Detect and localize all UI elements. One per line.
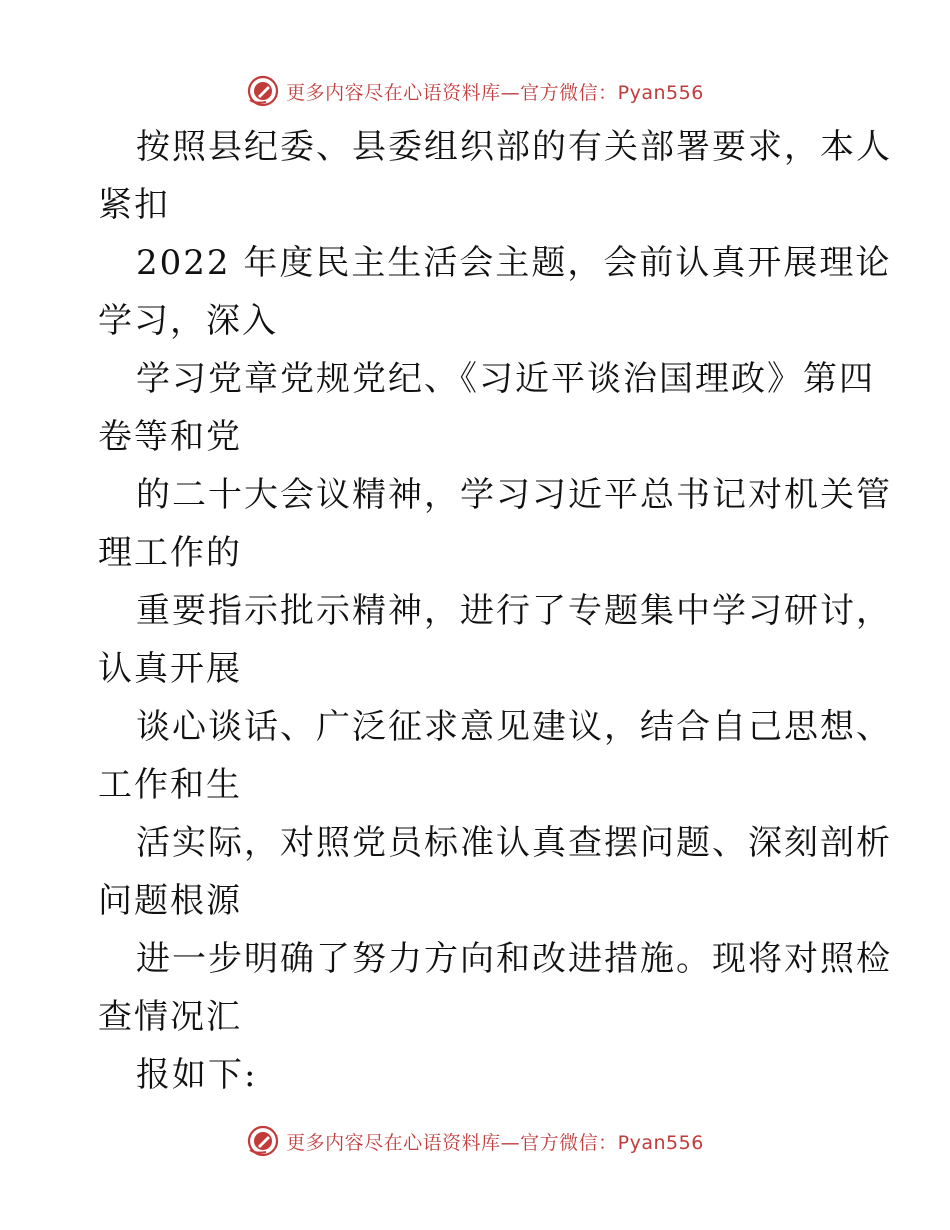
watermark-footer [0,1124,950,1158]
pen-circle-icon [246,74,280,108]
body-line: 问题根源 [98,881,242,921]
body-line: 报如下: [136,1055,258,1095]
body-line: 谈心谈话、广泛征求意见建议，结合自己思想、 [136,707,892,747]
body-line: 学习党章党规党纪、《习近平谈治国理政》第四 [136,359,875,399]
body-line: 的二十大会议精神，学习习近平总书记对机关管 [136,475,892,515]
body-line: 认真开展 [98,649,242,689]
body-line: 活实际，对照党员标准认真查摆问题、深刻剖析 [136,823,892,863]
body-line: 理工作的 [98,533,242,573]
body-line: 按照县纪委、县委组织部的有关部署要求，本人 [136,127,892,167]
body-line: 卷等和党 [98,417,242,457]
watermark-text: 更多内容尽在心语资料库—官方微信：Pyan556 [286,81,704,104]
body-line: 2022 年度民主生活会主题，会前认真开展理论 [136,243,892,283]
body-line: 查情况汇 [98,997,242,1037]
body-line: 紧扣 [98,185,170,225]
watermark-header [0,74,950,108]
pen-circle-icon [246,1124,280,1158]
body-line: 学习，深入 [98,301,278,341]
document-body [98,118,892,1104]
body-line: 重要指示批示精神，进行了专题集中学习研讨， [136,591,892,631]
watermark-text: 更多内容尽在心语资料库—官方微信：Pyan556 [286,1131,704,1154]
body-line: 进一步明确了努力方向和改进措施。现将对照检 [136,939,892,979]
body-line: 工作和生 [98,765,242,805]
